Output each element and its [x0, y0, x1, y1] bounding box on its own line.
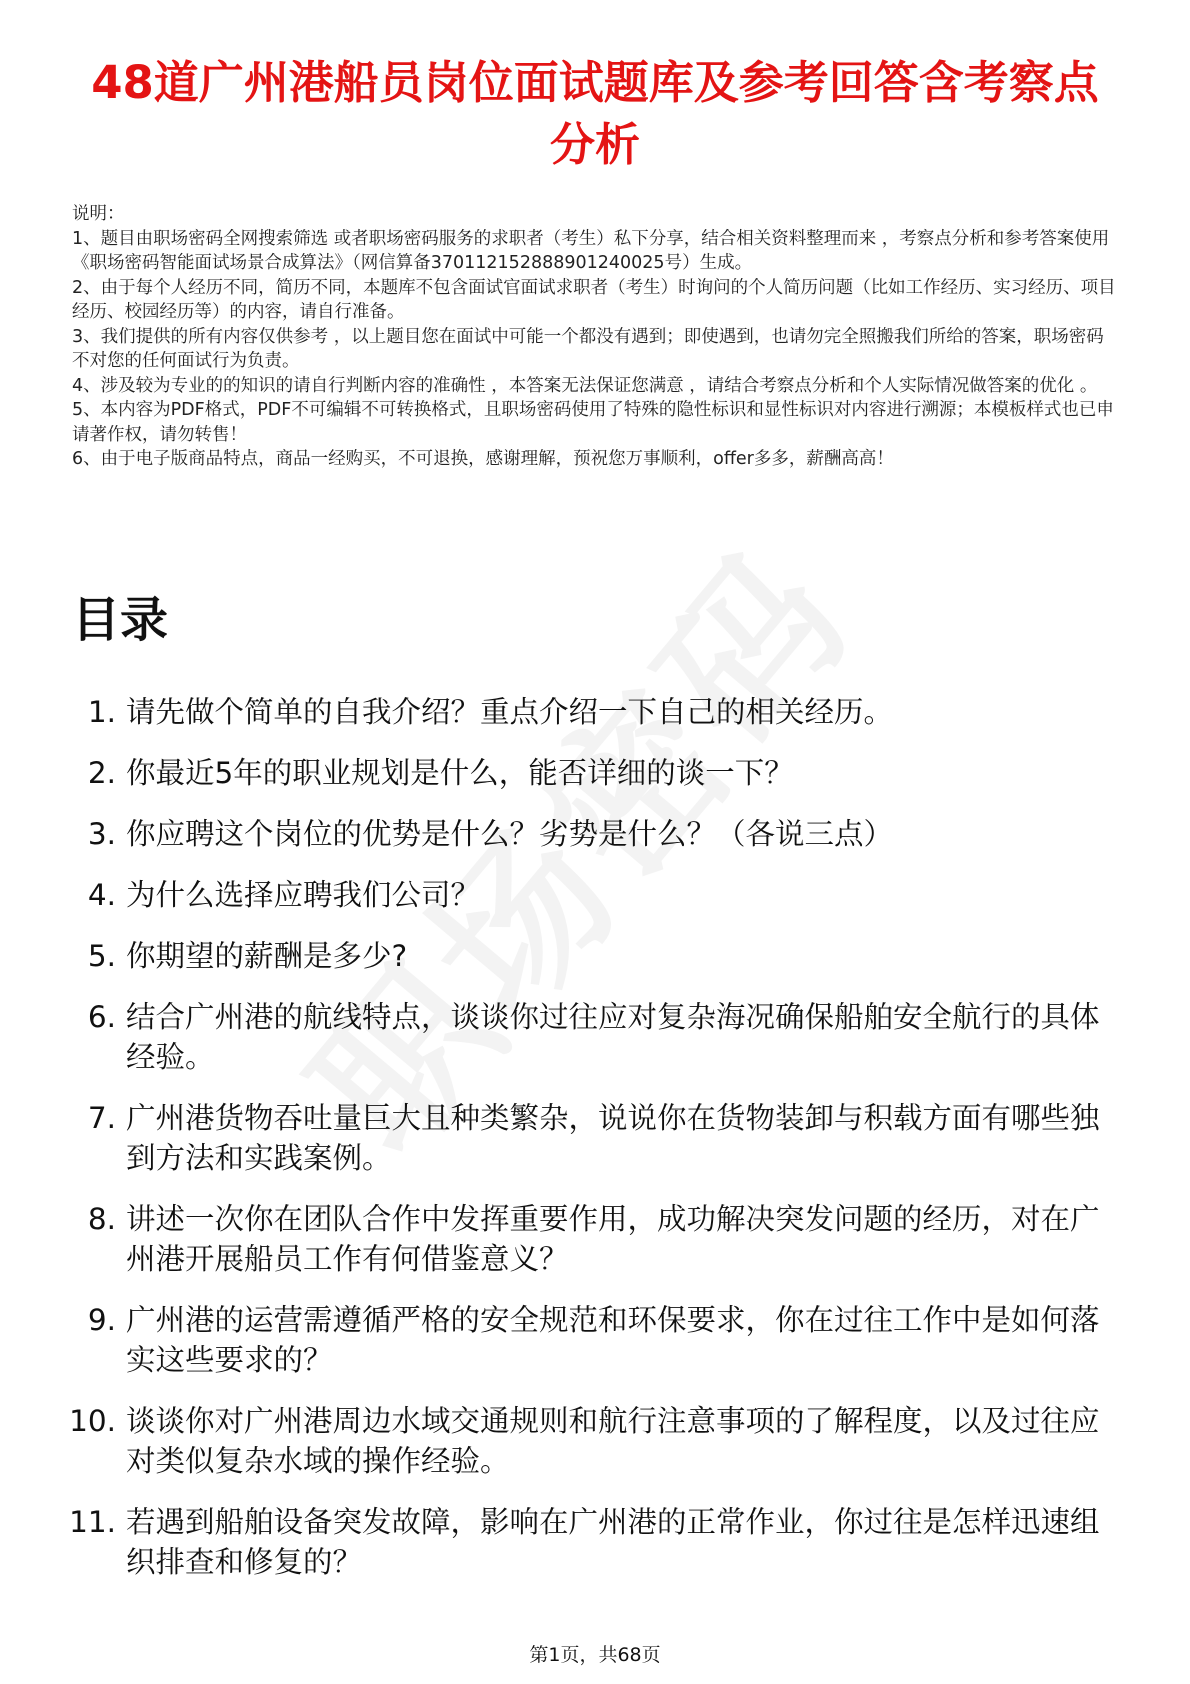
toc-item[interactable]	[72, 997, 1122, 1077]
toc-item-number: 11.	[69, 1505, 116, 1539]
toc-item-number: 7.	[87, 1101, 116, 1135]
page-footer: 第1页，共68页	[529, 1644, 661, 1666]
toc-item-text: 你应聘这个岗位的优势是什么？劣势是什么？（各说三点）	[126, 817, 894, 851]
toc-item-number: 1.	[87, 695, 116, 729]
toc-item[interactable]	[69, 1502, 1122, 1582]
toc-item-number: 5.	[87, 939, 116, 973]
toc-item[interactable]	[69, 1401, 1122, 1481]
note-item: 4、涉及较为专业的的知识的请自行判断内容的准确性 ，本答案无法保证您满意 ，请结合考察点分析和个人实际情况做答案的优化 。	[72, 375, 1098, 396]
toc-item-number: 10.	[69, 1404, 116, 1438]
toc-item[interactable]	[72, 814, 1122, 854]
toc-item-text: 你期望的薪酬是多少?	[126, 939, 408, 973]
toc-item-text: 为什么选择应聘我们公司？	[126, 878, 481, 912]
toc-item-text: 讲述一次你在团队合作中发挥重要作用，成功解决突发问题的经历，对在广州港开展船员工作有何借鉴意义？	[126, 1202, 1100, 1276]
toc-item-number: 4.	[87, 878, 116, 912]
table-of-contents	[69, 692, 1122, 1603]
toc-item-text: 请先做个简单的自我介绍？重点介绍一下自己的相关经历。	[126, 695, 894, 729]
toc-item[interactable]	[72, 1199, 1122, 1279]
toc-item-number: 3.	[87, 817, 116, 851]
toc-item-text: 结合广州港的航线特点，谈谈你过往应对复杂海况确保船舶安全航行的具体经验。	[126, 1000, 1100, 1074]
toc-item-number: 2.	[87, 756, 116, 790]
toc-item-text: 广州港的运营需遵循严格的安全规范和环保要求，你在过往工作中是如何落实这些要求的？	[126, 1303, 1100, 1377]
toc-heading: 目录	[72, 592, 169, 648]
toc-item[interactable]	[72, 875, 1122, 915]
toc-item-text: 谈谈你对广州港周边水域交通规则和航行注意事项的了解程度，以及过往应对类似复杂水域的操作经验。	[126, 1404, 1100, 1478]
toc-item-number: 9.	[87, 1303, 116, 1337]
note-item: 2、由于每个人经历不同，简历不同，本题库不包含面试官面试求职者（考生）时询问的个人简历问题（比如工作经历、实习经历、项目经历、校园经历等）的内容，请自行准备。	[72, 277, 1116, 322]
toc-item[interactable]	[72, 1300, 1122, 1380]
note-item: 6、由于电子版商品特点，商品一经购买，不可退换，感谢理解，预祝您万事顺利，offer多多，薪酬高高！	[72, 449, 894, 469]
toc-item[interactable]	[72, 936, 1122, 976]
toc-item-text: 若遇到船舶设备突发故障，影响在广州港的正常作业，你过往是怎样迅速组织排查和修复的？	[126, 1505, 1100, 1579]
note-item: 5、本内容为PDF格式，PDF不可编辑不可转换格式，且职场密码使用了特殊的隐性标识和显性标识对内容进行溯源；本模板样式也已申请著作权，请勿转售！	[72, 400, 1114, 445]
note-item: 1、题目由职场密码全网搜索筛选 或者职场密码服务的求职者（考生）私下分享，结合相关资料整理而来 ，考察点分析和参考答案使用《职场密码智能面试场景合成算法》（网信算备370112152888901240025号）生成。	[72, 228, 1110, 273]
toc-item-text: 你最近5年的职业规划是什么，能否详细的谈一下？	[126, 756, 794, 790]
notes-heading: 说明：	[72, 204, 125, 224]
note-item: 3、我们提供的所有内容仅供参考 ，以上题目您在面试中可能一个都没有遇到；即使遇到，也请勿完全照搬我们所给的答案，职场密码不对您的任何面试行为负责。	[72, 326, 1104, 371]
toc-item[interactable]	[72, 692, 1122, 732]
notes-section	[72, 202, 1120, 472]
toc-item[interactable]	[72, 1098, 1122, 1178]
document-title: 48道广州港船员岗位面试题库及参考回答含考察点分析	[91, 56, 1099, 171]
toc-item[interactable]	[72, 753, 1122, 793]
toc-item-text: 广州港货物吞吐量巨大且种类繁杂，说说你在货物装卸与积载方面有哪些独到方法和实践案例。	[126, 1101, 1100, 1175]
toc-item-number: 8.	[87, 1202, 116, 1236]
toc-item-number: 6.	[87, 1000, 116, 1034]
